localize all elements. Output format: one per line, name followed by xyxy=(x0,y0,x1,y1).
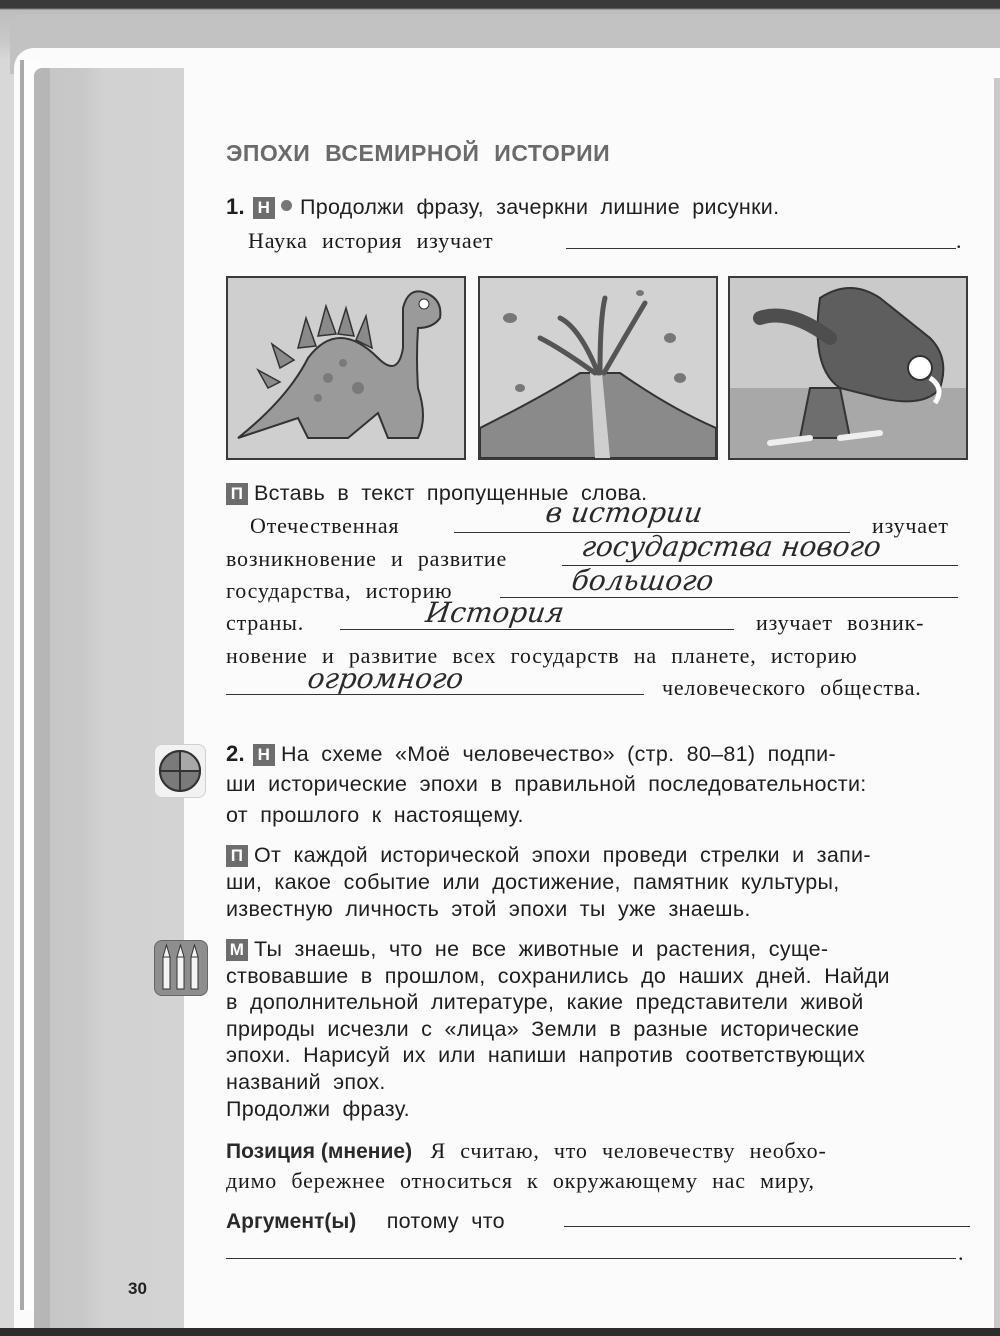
fill-line-3-before: государства, историю xyxy=(226,578,453,603)
task2-line-2: ши исторические эпохи в правильной последовательности: xyxy=(226,772,867,796)
task2-instruction-1: На схеме «Моё человечество» (стр. 80–81) подпи- xyxy=(280,742,836,766)
task2-number: 2. xyxy=(226,741,245,766)
position-label: Позиция (мнение) xyxy=(226,1140,413,1163)
subtask2-m-line-5: эпохи. Нарисуй их или напиши напротив соответствующих xyxy=(226,1043,866,1067)
subtask2-m-text-1: Ты знаешь, что не все животные и растения, суще- xyxy=(254,937,829,961)
caveman-mammoth-illustration xyxy=(730,278,966,458)
task1-sentence-start: Наука история изучает xyxy=(248,228,494,253)
fill-line-4-after: изучает возник- xyxy=(756,610,925,635)
subtask2-p-line-3: известную личность этой эпохи ты уже знаешь. xyxy=(226,897,751,921)
picture-volcano[interactable] xyxy=(478,276,718,460)
bullet-dot-icon xyxy=(281,200,292,211)
fill-line-1-before: Отечественная xyxy=(250,513,400,538)
fill-line-6-after: человеческого общества. xyxy=(662,675,922,700)
scan-bottom-border xyxy=(0,1328,1000,1336)
picture-caveman-mammoth[interactable] xyxy=(728,276,968,460)
position-text-1: Я считаю, что человечеству необхо- xyxy=(430,1138,827,1163)
handwritten-answer-6: огромного xyxy=(305,662,466,695)
fill-blank-4[interactable] xyxy=(340,629,734,630)
argument-text: потому что xyxy=(386,1209,505,1233)
subtask2-p-line-2: ши, какое событие или достижение, памятник культуры, xyxy=(226,870,840,894)
fill-line-1-after: изучает xyxy=(872,513,949,538)
subtask2-p-text-1: От каждой исторической эпохи проведи стрелки и запи- xyxy=(254,843,871,867)
page-right-edge xyxy=(994,78,1000,1328)
task1-instruction: Продолжи фразу, зачеркни лишние рисунки. xyxy=(299,195,780,219)
globe-quadrant-icon xyxy=(154,744,206,798)
subtask2-p-badge: П xyxy=(226,845,248,867)
task2-line-1 xyxy=(226,741,836,767)
task1-sentence-end: . xyxy=(956,228,963,253)
argument-line xyxy=(226,1209,505,1234)
task1-sentence xyxy=(248,228,493,254)
fill-line-2-before: возникновение и развитие xyxy=(226,546,508,571)
task1-number: 1. xyxy=(226,194,245,219)
subtask2-m-line-4: природы исчезли с «лица» Земли в разные исторические xyxy=(226,1017,860,1041)
handwritten-answer-4: История xyxy=(423,596,567,629)
handwritten-answer-1: в истории xyxy=(543,496,705,529)
three-pencils-icon xyxy=(154,940,208,996)
task2-badge-n: Н xyxy=(253,744,275,766)
position-line-1 xyxy=(226,1138,827,1164)
dinosaur-illustration xyxy=(228,278,464,458)
page-margin-strip xyxy=(34,68,184,1330)
fill-blank-3[interactable] xyxy=(500,597,958,598)
subtask2-m-line-7: Продолжи фразу. xyxy=(226,1097,410,1121)
argument-blank-1[interactable] xyxy=(564,1226,970,1227)
task1-header xyxy=(226,194,779,220)
page-title: ЭПОХИ ВСЕМИРНОЙ ИСТОРИИ xyxy=(226,140,611,166)
handwritten-answer-3: большого xyxy=(569,564,716,597)
handwritten-answer-2: государства нового xyxy=(579,530,884,563)
position-text-2: димо бережнее относиться к окружающему нас миру, xyxy=(226,1168,815,1193)
subtask2-m-line-6: названий эпох. xyxy=(226,1070,386,1094)
fill-line-5: новение и развитие всех государств на планете, историю xyxy=(226,643,858,668)
subtask2-m-line-2: ствовавшие в прошлом, сохранились до наших дней. Найди xyxy=(226,964,890,988)
task1-pictures xyxy=(226,276,966,458)
subtask2-m-badge: М xyxy=(226,939,248,961)
argument-blank-2[interactable] xyxy=(226,1258,956,1259)
task1-badge-n: Н xyxy=(253,197,275,219)
picture-dinosaur[interactable] xyxy=(226,276,466,460)
argument-label: Аргумент(ы) xyxy=(226,1210,357,1233)
task2-line-3: от прошлого к настоящему. xyxy=(226,803,524,827)
subtask-p-instruction: Вставь в текст пропущенные слова. xyxy=(254,481,648,505)
fill-line-4-before: страны. xyxy=(226,610,305,635)
argument-end: . xyxy=(958,1240,965,1265)
subtask2-m-line-3: в дополнительной литературе, какие представители живой xyxy=(226,990,864,1014)
subtask2-m-line-1 xyxy=(226,937,828,962)
page-number: 30 xyxy=(128,1279,147,1298)
subtask-p-badge: П xyxy=(226,483,248,505)
task1-answer-blank[interactable] xyxy=(566,248,956,249)
volcano-illustration xyxy=(480,278,716,458)
subtask2-p-line-1 xyxy=(226,843,871,868)
